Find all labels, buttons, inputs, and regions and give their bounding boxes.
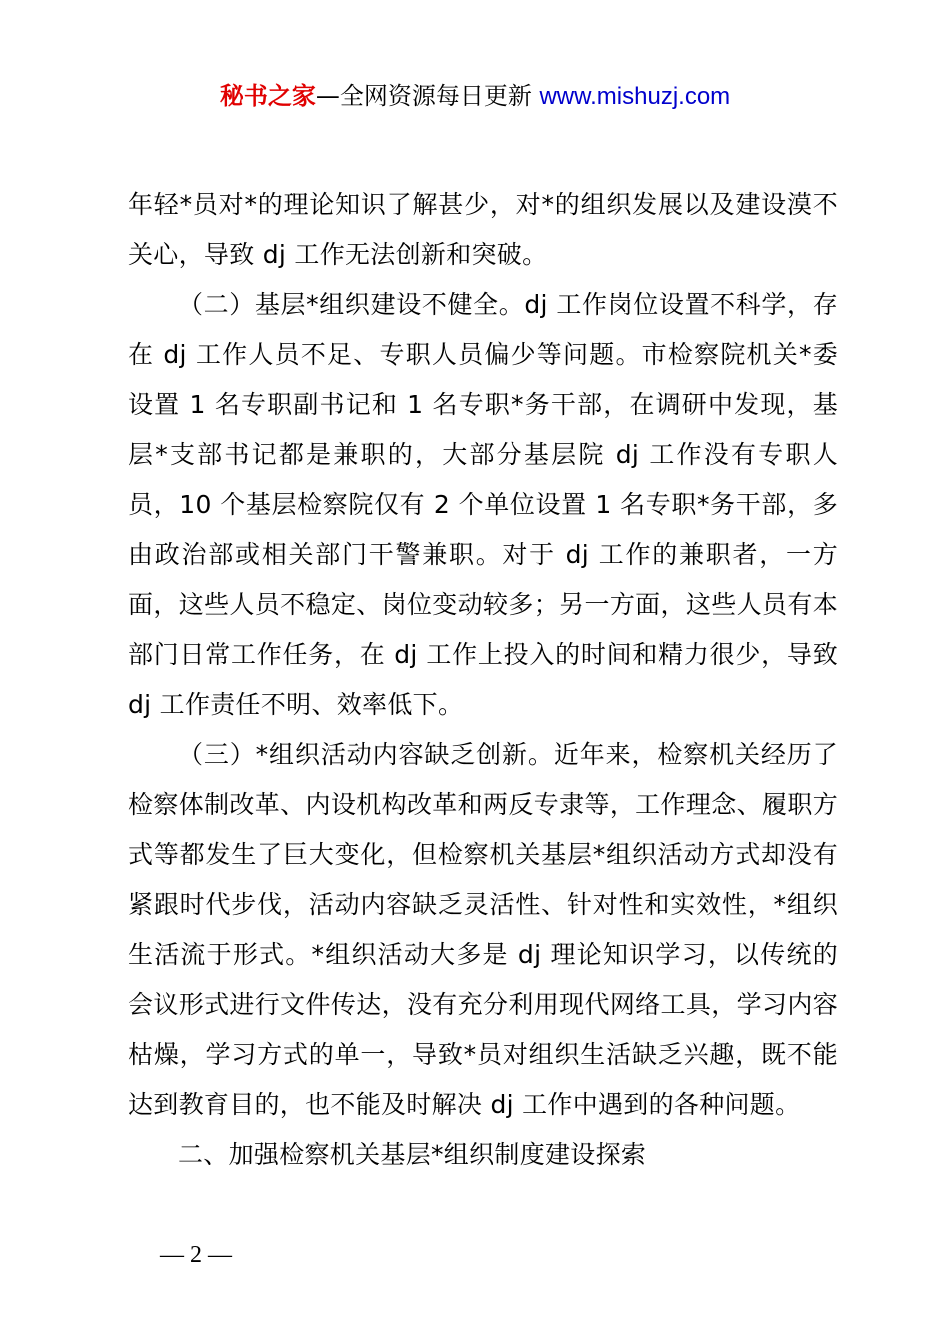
brand-name: 秘书之家 [219, 82, 316, 110]
paragraph-continuation: 年轻*员对*的理论知识了解甚少，对*的组织发展以及建设漠不关心，导致 dj 工作无法创新和突破。 [128, 190, 838, 269]
site-banner [0, 80, 950, 113]
page-number: — 2 — [160, 1242, 232, 1268]
banner-tagline: —全网资源每日更新 [315, 82, 540, 110]
paragraph-section-two: （二）基层*组织建设不健全。dj 工作岗位设置不科学，存在 dj 工作人员不足、专职人员偏少等问题。市检察院机关*委设置 1 名专职副书记和 1 名专职*务干部，在调研中发现，基层*支部书记都是兼职的，大部分基层院 dj 工作没有专职人员，10 个基层检察院仅有 2 个单位设置 1 名专职*务干部，多由政治部或相关部门干警兼职。对于 dj 工作的兼职者，一方面，这些人员不稳定、岗位变动较多；另一方面，这些人员有本部门日常工作任务，在 dj 工作上投入的时间和精力很少，导致 dj 工作责任不明、效率低下。 [128, 290, 838, 719]
document-body [128, 180, 838, 1180]
site-url-link[interactable]: www.mishuzj.com [539, 83, 731, 110]
paragraph-section-three: （三）*组织活动内容缺乏创新。近年来，检察机关经历了检察体制改革、内设机构改革和两反专隶等，工作理念、履职方式等都发生了巨大变化，但检察机关基层*组织活动方式却没有紧跟时代步伐，活动内容缺乏灵活性、针对性和实效性，*组织生活流于形式。*组织活动大多是 dj 理论知识学习，以传统的会议形式进行文件传达，没有充分利用现代网络工具，学习内容枯燥，学习方式的单一，导致*员对组织生活缺乏兴趣，既不能达到教育目的，也不能及时解决 dj 工作中遇到的各种问题。 [128, 740, 838, 1119]
section-heading: 二、加强检察机关基层*组织制度建设探索 [178, 1140, 647, 1169]
